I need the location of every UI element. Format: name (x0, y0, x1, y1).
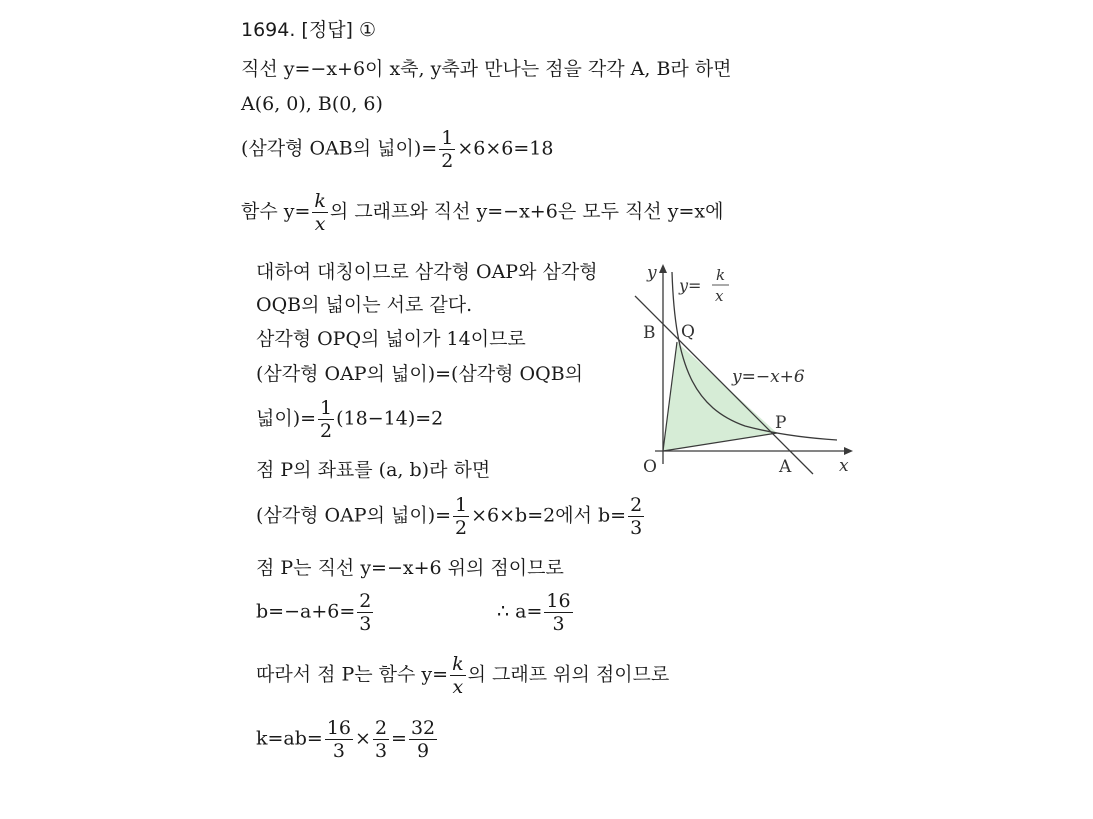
fraction-denominator: 3 (374, 740, 388, 762)
label-point-q: Q (681, 322, 695, 342)
fraction-denominator: x (452, 676, 464, 698)
fraction-half (453, 494, 469, 539)
label-origin: O (643, 457, 657, 477)
line-15 (256, 717, 439, 762)
line-2: A(6, 0), B(0, 6) (241, 93, 383, 115)
label-axis-x: x (839, 456, 849, 476)
fraction-numerator: 16 (546, 590, 571, 612)
label-point-p: P (775, 413, 787, 433)
fraction-numerator: 16 (326, 717, 352, 739)
curve-label-denominator: x (715, 287, 724, 305)
line-1: 직선 y=−x+6이 x축, y축과 만나는 점을 각각 A, B라 하면 (241, 58, 732, 80)
y-axis-arrow-icon (659, 264, 667, 273)
fraction-numerator: k (452, 653, 464, 675)
fraction-denominator: 3 (630, 517, 643, 539)
line-11-mid: ×6×b=2에서 b= (471, 504, 627, 527)
curve-label-numerator: k (716, 266, 726, 284)
fraction-k-over-x (312, 190, 328, 235)
line-15-pre: k=ab= (256, 727, 323, 750)
fraction-half (439, 127, 455, 172)
fraction-numerator: 2 (630, 494, 643, 516)
label-axis-y: y (647, 263, 657, 283)
therefore-a: ∴ a= (497, 600, 543, 623)
line-5: 대하여 대칭이므로 삼각형 OAP와 삼각형 (256, 261, 598, 283)
line-7: 삼각형 OPQ의 넓이가 14이므로 (256, 328, 526, 350)
line-12: 점 P는 직선 y=−x+6 위의 점이므로 (256, 557, 564, 579)
line-label: y=−x+6 (732, 367, 805, 387)
label-point-b: B (643, 323, 656, 343)
fraction-denominator: 3 (332, 740, 345, 762)
line-9-pre: 넓이)= (256, 407, 317, 430)
times-sign: × (355, 727, 371, 750)
equals-sign: = (391, 727, 407, 750)
line-3-post: ×6×6=18 (457, 137, 554, 160)
fraction-numerator: 1 (320, 397, 333, 419)
fraction-denominator: 2 (441, 150, 454, 172)
fraction-denominator: 9 (417, 740, 430, 762)
fraction-numerator: 32 (410, 717, 436, 739)
fraction-numerator: 2 (359, 590, 372, 612)
fraction-denominator: 2 (320, 420, 333, 442)
line-14-pre: 따라서 점 P는 함수 y= (256, 663, 449, 686)
fraction-half (318, 397, 334, 442)
curve-label-prefix: y= (679, 276, 702, 295)
line-4 (241, 190, 723, 235)
fraction-two-thirds (628, 494, 644, 539)
fraction-numerator: k (314, 190, 326, 212)
line-8: (삼각형 OAP의 넓이)=(삼각형 OQB의 (256, 363, 584, 385)
line-13-pre: b=−a+6= (256, 600, 356, 623)
fraction-sixteen-thirds (544, 590, 572, 635)
fraction-k-over-x (450, 653, 466, 698)
line-4-pre: 함수 y= (241, 200, 311, 223)
line-9 (256, 397, 443, 442)
fraction-thirtytwo-ninths (409, 717, 437, 762)
x-axis-arrow-icon (844, 447, 853, 455)
line-6: OQB의 넓이는 서로 같다. (256, 294, 473, 316)
fraction-denominator: x (314, 213, 326, 235)
line-13-right (497, 590, 575, 635)
fraction-denominator: 3 (359, 613, 372, 635)
fraction-numerator: 1 (441, 127, 454, 149)
fraction-numerator: 2 (374, 717, 388, 739)
line-11-pre: (삼각형 OAP의 넓이)= (256, 504, 452, 527)
line-14 (256, 653, 669, 698)
fraction-two-thirds (357, 590, 373, 635)
line-3-pre: (삼각형 OAB의 넓이)= (241, 137, 438, 160)
fraction-two-thirds (373, 717, 389, 762)
fraction-denominator: 3 (552, 613, 565, 635)
line-11 (256, 494, 646, 539)
line-14-post: 의 그래프 위의 점이므로 (467, 663, 670, 686)
line-4-post: 의 그래프와 직선 y=−x+6은 모두 직선 y=x에 (329, 200, 724, 223)
label-point-a: A (779, 457, 792, 477)
shaded-triangle-opq (663, 342, 777, 451)
line-10: 점 P의 좌표를 (a, b)라 하면 (256, 459, 491, 481)
fraction-denominator: 2 (455, 517, 468, 539)
line-3 (241, 127, 553, 172)
line-13 (256, 590, 375, 635)
problem-heading: 1694. [정답] ① (241, 19, 377, 41)
line-9-post: (18−14)=2 (336, 407, 444, 430)
coordinate-graph (625, 258, 855, 483)
fraction-numerator: 1 (455, 494, 468, 516)
fraction-sixteen-thirds (325, 717, 353, 762)
